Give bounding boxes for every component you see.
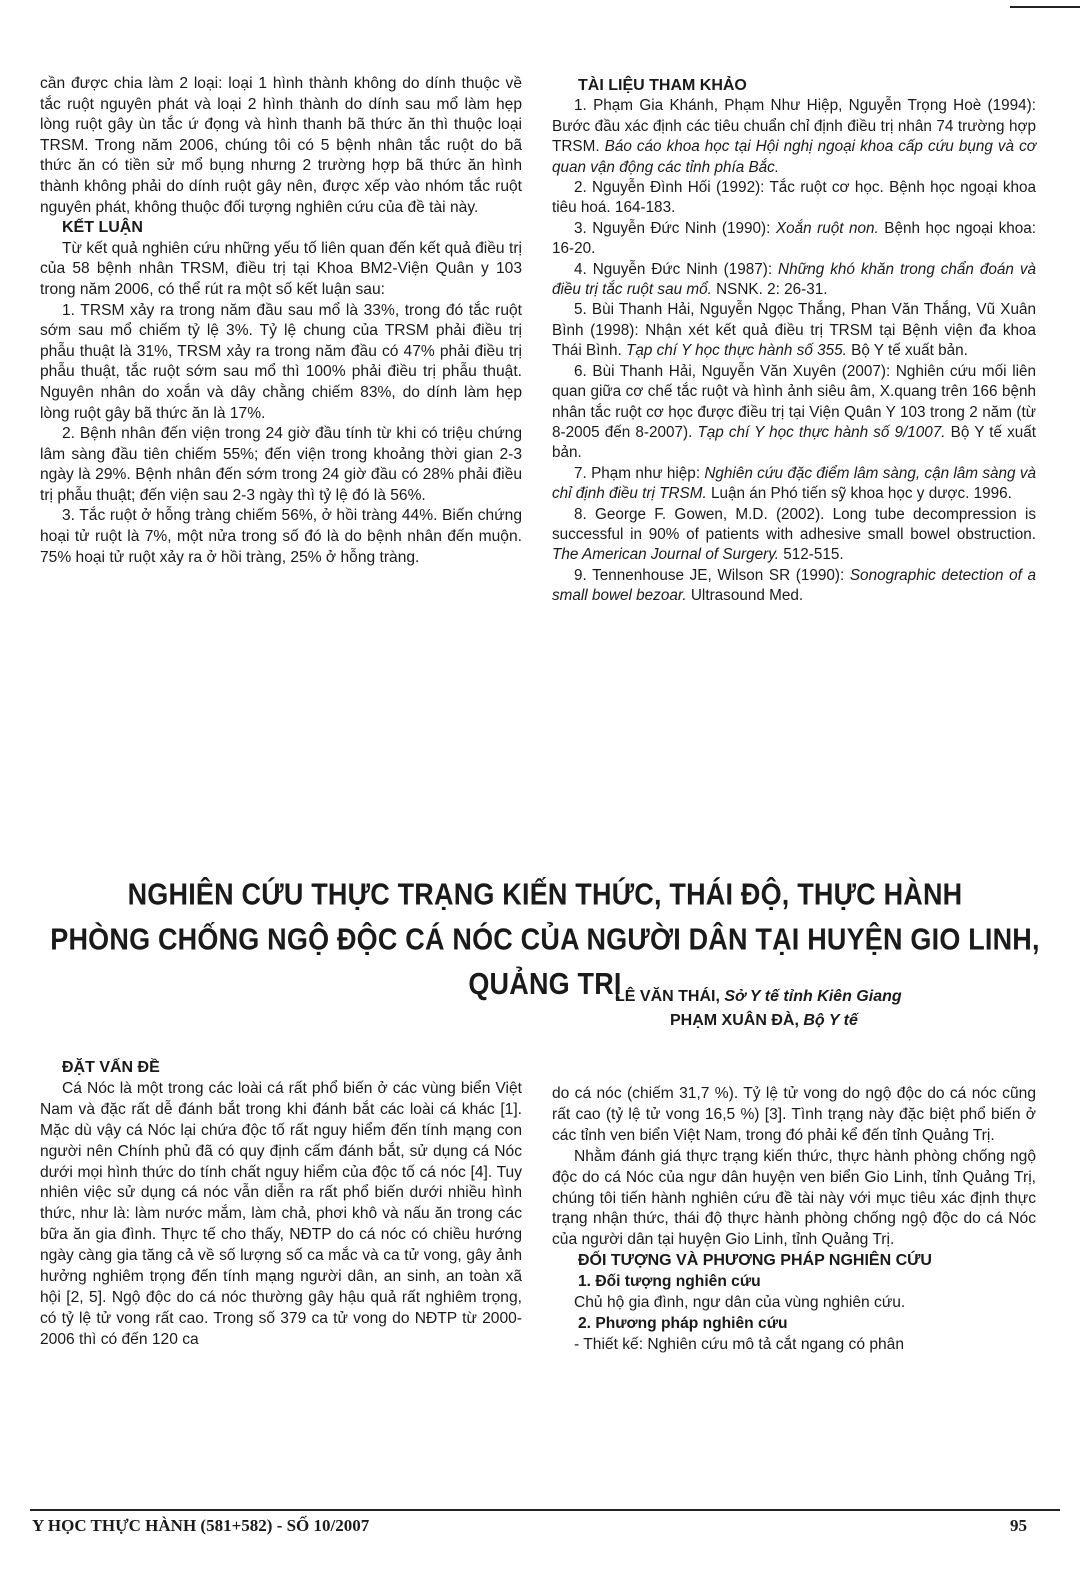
reference-source: Tạp chí Y học thực hành số 355. bbox=[625, 342, 847, 360]
reference-text: 6. Bùi Thanh Hải, Nguyễn Văn Xuyên (2007): Nghiên cứu mối liên quan giữa cơ chế tắc ruột và hình ảnh siêu âm, X.quang trên 166 bệnh nhân tắc ruột cơ học được điều trị tại Viện Quân Y 103 trong 2 năm (từ 8-2005 đến 8-2007). bbox=[552, 362, 1036, 441]
author-2 bbox=[560, 1009, 980, 1033]
reference-list bbox=[552, 96, 1036, 606]
reference-tail: Bộ Y tế xuất bản. bbox=[846, 342, 968, 360]
right-column-lower bbox=[552, 1084, 1036, 1356]
page-number: 95 bbox=[1010, 1516, 1027, 1535]
intro-paragraph-left: Cá Nóc là một trong các loài cá rất phổ biến ở các vùng biển Việt Nam và đặc rất dễ đánh bắt trong khi đánh bắt các loài cá khác [1]. Mặc dù vậy cá Nóc lại chứa độc tố rất nguy hiểm đến tính mạng con người nên Chính phủ đã có quy định cấm đánh bắt, sử dụng cá Nóc dưới mọi hình thức do tính chất nguy hiểm của độc tố cá nóc [4]. Tuy nhiên việc sử dụng cá nóc vẫn diễn ra rất phổ biến dưới nhiều hình thức, như là: làm nước mắm, làm chả, phơi khô và nấu ăn trong các bữa ăn gia đình. Thực tế cho thấy, NĐTP do cá nóc có chiều hướng ngày càng gia tăng cả về số lượng số ca mắc và ca tử vong, gây ảnh hưởng nghiêm trọng đến tính mạng người dân, an sinh, an toàn xã hội [2, 5]. Ngộ độc do cá nóc thường gây hậu quả rất nghiêm trọng, có tỷ lệ tử vong rất cao. Trong số 379 ca tử vong do NĐTP từ 2000-2006 thì có đến 120 ca bbox=[40, 1079, 522, 1348]
left-column-upper bbox=[40, 74, 522, 568]
reference-text: 4. Nguyễn Đức Ninh (1987): bbox=[574, 260, 779, 278]
subsection-1-heading: 1. Đối tượng nghiên cứu bbox=[578, 1273, 761, 1291]
reference-tail: Ultrasound Med. bbox=[686, 587, 804, 605]
author-2-affiliation: Bộ Y tế bbox=[803, 1012, 858, 1029]
conclusion-item-3: 3. Tắc ruột ở hỗng tràng chiếm 56%, ở hồi tràng 44%. Biến chứng hoại tử ruột là 7%, một nửa trong số đó là do bệnh nhân đến muộn. 75% hoại tử ruột xảy ra ở hồi tràng, 25% ở hỗng tràng. bbox=[40, 507, 522, 566]
header-rule bbox=[1010, 6, 1080, 8]
reference-text: 1. Phạm Gia Khánh, Phạm Như Hiệp, Nguyễn Trọng Hoè (1994): Bước đầu xác định các tiêu chuẩn chỉ định điều trị nhân 74 trường hợp TRSM. bbox=[552, 97, 1036, 156]
reference-source: Nghiên cứu đặc điểm lâm sàng, cận lâm sàng và chỉ định điều trị TRSM. bbox=[552, 464, 1036, 503]
reference-item bbox=[552, 178, 1036, 219]
author-1-affiliation: Sở Y tế tỉnh Kiên Giang bbox=[724, 988, 902, 1005]
left-column-lower bbox=[40, 1058, 522, 1351]
conclusion-item-1: 1. TRSM xảy ra trong năm đầu sau mổ là 33%, trong đó tắc ruột sớm sau mổ chiếm tỷ lệ 3%. Tỷ lệ chung của TRSM phải điều trị phẫu thuật là 31%, TRSM xảy ra trong năm đầu có 47% phải điều trị phẫu thuật, tắc ruột sớm sau mổ thì 100% phải điều trị phẫu thuật. Nguyên nhân do xoắn và dây chằng chiếm 83%, do dính làm hẹp lòng ruột gây bã thức ăn là 17%. bbox=[40, 301, 522, 422]
subsection-2-text: - Thiết kế: Nghiên cứu mô tả cắt ngang có phân bbox=[574, 1335, 905, 1353]
subsection-2-heading: 2. Phương pháp nghiên cứu bbox=[578, 1314, 788, 1332]
reference-tail: Luận án Phó tiến sỹ khoa học y dược. 1996. bbox=[706, 485, 1012, 503]
conclusion-intro: Từ kết quả nghiên cứu những yếu tố liên quan đến kết quả điều trị của 58 bệnh nhân TRSM, điều trị tại Khoa BM2-Viện Quân y 103 trong năm 2006, có thể rút ra một số kết luận sau: bbox=[40, 239, 522, 298]
continued-paragraph: cần được chia làm 2 loại: loại 1 hình thành không do dính thuộc về tắc ruột nguyên phát và loại 2 hình thành do dính sau mổ làm hẹp lòng ruột gây ùn tắc ứ đọng và hình thanh bã thức ăn thì thuộc loại TRSM. Trong năm 2006, chúng tôi có 5 bệnh nhân tắc ruột do bã thức ăn có tiền sử mổ bụng nhưng 2 trường hợp bã thức ăn hình thành không phải do dính ruột gây nên, được xếp vào nhóm tắc ruột nguyên phát, không thuộc đối tượng nghiên cứu của đề tài này. bbox=[40, 75, 522, 216]
reference-tail: 512-515. bbox=[779, 546, 844, 564]
reference-item bbox=[552, 219, 1036, 260]
authors bbox=[560, 985, 980, 1033]
author-2-name: PHẠM XUÂN ĐÀ, bbox=[670, 1012, 804, 1029]
reference-tail: Bệnh học ngoại khoa: 16-20. bbox=[552, 219, 1036, 258]
article-title-line-2: PHÒNG CHỐNG NGỘ ĐỘC CÁ NÓC CỦA NGƯỜI DÂN TẠI HUYỆN GIO LINH, QUẢNG TRỊ bbox=[50, 922, 1040, 1001]
reference-source: Sonographic detection of a small bowel bezoar. bbox=[552, 566, 1036, 605]
reference-item bbox=[552, 300, 1036, 361]
subsection-1-text: Chủ hộ gia đình, ngư dân của vùng nghiên cứu. bbox=[574, 1294, 906, 1312]
reference-text: 5. Bùi Thanh Hải, Nguyễn Ngọc Thắng, Phan Văn Thắng, Vũ Xuân Bình (1998): Nhận xét kết quả điều trị TRSM tại Bệnh viện đa khoa Thái Bình. bbox=[552, 301, 1036, 360]
references-heading: TÀI LIỆU THAM KHẢO bbox=[578, 77, 747, 94]
reference-text: 9. Tennenhouse JE, Wilson SR (1990): bbox=[574, 566, 850, 584]
conclusion-item-2: 2. Bệnh nhân đến viện trong 24 giờ đầu tính từ khi có triệu chứng lâm sàng đầu tiên chiếm 55%; đến viện trong khoảng thời gian 2-3 ngày là 29%. Bệnh nhân đến sớm trong 24 giờ đầu có 28% phải điều trị phẫu thuật; đến viện sau 2-3 ngày thì tỷ lệ đó là 56%. bbox=[40, 425, 522, 504]
reference-tail: NSNK. 2: 26-31. bbox=[711, 281, 828, 299]
intro-paragraph-right-2: Nhằm đánh giá thực trạng kiến thức, thực hành phòng chống ngộ độc do cá Nóc của ngư dân huyện ven biển Gio Linh, tỉnh Quảng Trị, chúng tôi tiến hành nghiên cứu đề tài này với mục tiêu xác định thực trạng nhận thức, thái độ thực hành phòng chống ngộ độc do cá Nóc của người dân tại huyện Gio Linh, tỉnh Quảng Trị. bbox=[552, 1147, 1036, 1249]
reference-source: Xoắn ruột non. bbox=[775, 219, 879, 237]
references-column bbox=[552, 76, 1036, 607]
reference-item bbox=[552, 96, 1036, 178]
intro-heading: ĐẶT VẤN ĐỀ bbox=[62, 1059, 160, 1076]
reference-item bbox=[552, 362, 1036, 464]
footer-rule bbox=[30, 1509, 1060, 1511]
intro-paragraph-right-1: do cá nóc (chiếm 31,7 %). Tỷ lệ tử vong do ngộ độc do cá nóc cũng rất cao (tỷ lệ tử vong 16,5 %) [3]. Tình trạng này đặc biệt phổ biến ở các tỉnh ven biển Việt Nam, trong đó phải kể đến tỉnh Quảng Trị. bbox=[552, 1085, 1036, 1144]
reference-source: The American Journal of Surgery. bbox=[552, 546, 780, 564]
reference-text: 3. Nguyễn Đức Ninh (1990): bbox=[574, 219, 776, 237]
reference-source: Tạp chí Y học thực hành số 9/1007. bbox=[697, 423, 946, 441]
reference-source: Báo cáo khoa học tại Hội nghị ngoại khoa cấp cứu bụng và cơ quan vận động các tỉnh phía Bắc. bbox=[552, 138, 1036, 176]
conclusion-heading: KẾT LUẬN bbox=[62, 219, 143, 237]
reference-item bbox=[552, 260, 1036, 301]
author-1-name: LÊ VĂN THÁI, bbox=[615, 988, 725, 1005]
reference-source: Những khó khăn trong chẩn đoán và điều trị tắc ruột sau mổ. bbox=[552, 260, 1036, 299]
reference-item bbox=[552, 505, 1036, 566]
reference-text: 7. Phạm như hiệp: bbox=[574, 464, 705, 482]
author-1 bbox=[560, 985, 980, 1009]
reference-item bbox=[552, 566, 1036, 607]
reference-text: 2. Nguyễn Đình Hối (1992): Tắc ruột cơ học. Bệnh học ngoại khoa tiêu hoá. 164-183. bbox=[552, 179, 1036, 217]
article-title-line-1: NGHIÊN CỨU THỰC TRẠNG KIẾN THỨC, THÁI ĐỘ, THỰC HÀNH bbox=[127, 877, 963, 912]
reference-text: 8. George F. Gowen, M.D. (2002). Long tube decompression is successful in 90% of patients with adhesive small bowel obstruction. bbox=[552, 505, 1036, 543]
reference-tail: Bộ Y tế xuất bản. bbox=[552, 423, 1036, 462]
methods-heading: ĐỐI TƯỢNG VÀ PHƯƠNG PHÁP NGHIÊN CỨU bbox=[578, 1252, 932, 1270]
reference-item bbox=[552, 464, 1036, 505]
journal-footer: Y HỌC THỰC HÀNH (581+582) - SỐ 10/2007 bbox=[32, 1516, 370, 1535]
